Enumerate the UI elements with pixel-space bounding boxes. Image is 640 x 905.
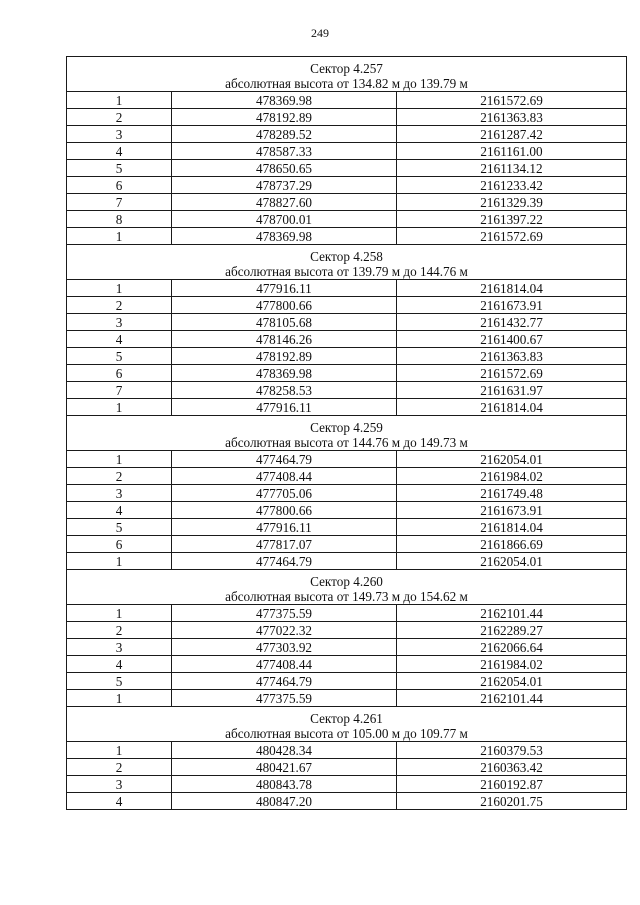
y-coordinate-cell: 2161814.04	[397, 399, 627, 416]
x-coordinate-cell: 480428.34	[172, 742, 397, 759]
y-coordinate-cell: 2161749.48	[397, 485, 627, 502]
sector-altitude-range: абсолютная высота от 144.76 м до 149.73 м	[225, 435, 468, 450]
sector-header-row	[67, 57, 627, 92]
table-row	[67, 92, 627, 109]
point-number-cell: 6	[67, 177, 172, 194]
x-coordinate-cell: 477464.79	[172, 451, 397, 468]
table-row	[67, 126, 627, 143]
y-coordinate-cell: 2161134.12	[397, 160, 627, 177]
y-coordinate-cell: 2162289.27	[397, 622, 627, 639]
x-coordinate-cell: 478587.33	[172, 143, 397, 160]
x-coordinate-cell: 478827.60	[172, 194, 397, 211]
table-row	[67, 228, 627, 245]
point-number-cell: 6	[67, 536, 172, 553]
sector-header-row	[67, 707, 627, 742]
y-coordinate-cell: 2160201.75	[397, 793, 627, 810]
table-row	[67, 605, 627, 622]
sector-header-cell	[67, 707, 627, 742]
x-coordinate-cell: 478289.52	[172, 126, 397, 143]
sector-header-cell	[67, 57, 627, 92]
y-coordinate-cell: 2162066.64	[397, 639, 627, 656]
table-row	[67, 160, 627, 177]
x-coordinate-cell: 478192.89	[172, 348, 397, 365]
table-row	[67, 399, 627, 416]
x-coordinate-cell: 477916.11	[172, 519, 397, 536]
x-coordinate-cell: 478146.26	[172, 331, 397, 348]
table-row	[67, 656, 627, 673]
x-coordinate-cell: 478369.98	[172, 365, 397, 382]
x-coordinate-cell: 477916.11	[172, 399, 397, 416]
point-number-cell: 3	[67, 314, 172, 331]
y-coordinate-cell: 2161400.67	[397, 331, 627, 348]
table-row	[67, 536, 627, 553]
point-number-cell: 2	[67, 468, 172, 485]
y-coordinate-cell: 2161432.77	[397, 314, 627, 331]
table-row	[67, 194, 627, 211]
y-coordinate-cell: 2162054.01	[397, 553, 627, 570]
point-number-cell: 5	[67, 673, 172, 690]
x-coordinate-cell: 477408.44	[172, 468, 397, 485]
x-coordinate-cell: 477375.59	[172, 690, 397, 707]
sector-title: Сектор 4.258	[310, 249, 383, 264]
point-number-cell: 4	[67, 656, 172, 673]
table-row	[67, 519, 627, 536]
sector-header-row	[67, 570, 627, 605]
point-number-cell: 2	[67, 109, 172, 126]
x-coordinate-cell: 477800.66	[172, 297, 397, 314]
y-coordinate-cell: 2161866.69	[397, 536, 627, 553]
y-coordinate-cell: 2160192.87	[397, 776, 627, 793]
x-coordinate-cell: 477705.06	[172, 485, 397, 502]
y-coordinate-cell: 2161984.02	[397, 656, 627, 673]
point-number-cell: 5	[67, 348, 172, 365]
coordinates-table-body	[67, 57, 627, 810]
table-row	[67, 673, 627, 690]
point-number-cell: 5	[67, 519, 172, 536]
sector-title: Сектор 4.260	[310, 574, 383, 589]
x-coordinate-cell: 477464.79	[172, 553, 397, 570]
y-coordinate-cell: 2162054.01	[397, 451, 627, 468]
x-coordinate-cell: 477800.66	[172, 502, 397, 519]
sector-altitude-range: абсолютная высота от 139.79 м до 144.76 м	[225, 264, 468, 279]
table-row	[67, 776, 627, 793]
sector-header-row	[67, 416, 627, 451]
y-coordinate-cell: 2160379.53	[397, 742, 627, 759]
x-coordinate-cell: 478192.89	[172, 109, 397, 126]
sector-altitude-range: абсолютная высота от 134.82 м до 139.79 м	[225, 76, 468, 91]
x-coordinate-cell: 477817.07	[172, 536, 397, 553]
y-coordinate-cell: 2162101.44	[397, 605, 627, 622]
point-number-cell: 4	[67, 143, 172, 160]
x-coordinate-cell: 480421.67	[172, 759, 397, 776]
point-number-cell: 4	[67, 793, 172, 810]
point-number-cell: 2	[67, 759, 172, 776]
y-coordinate-cell: 2161287.42	[397, 126, 627, 143]
x-coordinate-cell: 478369.98	[172, 92, 397, 109]
sector-altitude-range: абсолютная высота от 105.00 м до 109.77 м	[225, 726, 468, 741]
point-number-cell: 1	[67, 399, 172, 416]
table-row	[67, 280, 627, 297]
page-number: 249	[311, 26, 329, 40]
x-coordinate-cell: 478369.98	[172, 228, 397, 245]
point-number-cell: 3	[67, 126, 172, 143]
table-row	[67, 314, 627, 331]
y-coordinate-cell: 2161363.83	[397, 109, 627, 126]
x-coordinate-cell: 478700.01	[172, 211, 397, 228]
table-row	[67, 382, 627, 399]
point-number-cell: 1	[67, 690, 172, 707]
point-number-cell: 3	[67, 776, 172, 793]
table-row	[67, 143, 627, 160]
sector-title: Сектор 4.261	[310, 711, 383, 726]
point-number-cell: 1	[67, 605, 172, 622]
point-number-cell: 7	[67, 194, 172, 211]
coordinates-table	[66, 56, 627, 810]
point-number-cell: 1	[67, 553, 172, 570]
y-coordinate-cell: 2161814.04	[397, 280, 627, 297]
sector-header-cell	[67, 245, 627, 280]
table-row	[67, 468, 627, 485]
x-coordinate-cell: 478258.53	[172, 382, 397, 399]
table-row	[67, 485, 627, 502]
table-row	[67, 211, 627, 228]
table-row	[67, 297, 627, 314]
y-coordinate-cell: 2161161.00	[397, 143, 627, 160]
point-number-cell: 3	[67, 485, 172, 502]
sector-altitude-range: абсолютная высота от 149.73 м до 154.62 м	[225, 589, 468, 604]
x-coordinate-cell: 477022.32	[172, 622, 397, 639]
point-number-cell: 1	[67, 742, 172, 759]
table-row	[67, 331, 627, 348]
x-coordinate-cell: 478650.65	[172, 160, 397, 177]
y-coordinate-cell: 2162101.44	[397, 690, 627, 707]
x-coordinate-cell: 477408.44	[172, 656, 397, 673]
y-coordinate-cell: 2161673.91	[397, 297, 627, 314]
x-coordinate-cell: 477464.79	[172, 673, 397, 690]
point-number-cell: 3	[67, 639, 172, 656]
y-coordinate-cell: 2161984.02	[397, 468, 627, 485]
x-coordinate-cell: 477303.92	[172, 639, 397, 656]
point-number-cell: 5	[67, 160, 172, 177]
point-number-cell: 7	[67, 382, 172, 399]
point-number-cell: 6	[67, 365, 172, 382]
y-coordinate-cell: 2161814.04	[397, 519, 627, 536]
point-number-cell: 1	[67, 280, 172, 297]
point-number-cell: 2	[67, 297, 172, 314]
y-coordinate-cell: 2161673.91	[397, 502, 627, 519]
table-row	[67, 690, 627, 707]
sector-header-cell	[67, 416, 627, 451]
point-number-cell: 1	[67, 228, 172, 245]
x-coordinate-cell: 480843.78	[172, 776, 397, 793]
x-coordinate-cell: 477375.59	[172, 605, 397, 622]
x-coordinate-cell: 477916.11	[172, 280, 397, 297]
table-row	[67, 553, 627, 570]
table-row	[67, 639, 627, 656]
point-number-cell: 1	[67, 451, 172, 468]
y-coordinate-cell: 2161631.97	[397, 382, 627, 399]
y-coordinate-cell: 2161572.69	[397, 228, 627, 245]
table-row	[67, 759, 627, 776]
table-row	[67, 109, 627, 126]
table-row	[67, 348, 627, 365]
x-coordinate-cell: 478737.29	[172, 177, 397, 194]
point-number-cell: 4	[67, 502, 172, 519]
table-row	[67, 177, 627, 194]
y-coordinate-cell: 2161329.39	[397, 194, 627, 211]
sector-header-row	[67, 245, 627, 280]
sector-title: Сектор 4.259	[310, 420, 383, 435]
y-coordinate-cell: 2161363.83	[397, 348, 627, 365]
point-number-cell: 2	[67, 622, 172, 639]
y-coordinate-cell: 2161572.69	[397, 365, 627, 382]
table-row	[67, 622, 627, 639]
table-row	[67, 502, 627, 519]
table-row	[67, 365, 627, 382]
x-coordinate-cell: 478105.68	[172, 314, 397, 331]
x-coordinate-cell: 480847.20	[172, 793, 397, 810]
point-number-cell: 8	[67, 211, 172, 228]
sector-header-cell	[67, 570, 627, 605]
table-row	[67, 451, 627, 468]
point-number-cell: 4	[67, 331, 172, 348]
y-coordinate-cell: 2161233.42	[397, 177, 627, 194]
point-number-cell: 1	[67, 92, 172, 109]
y-coordinate-cell: 2161397.22	[397, 211, 627, 228]
y-coordinate-cell: 2161572.69	[397, 92, 627, 109]
table-row	[67, 742, 627, 759]
sector-title: Сектор 4.257	[310, 61, 383, 76]
table-row	[67, 793, 627, 810]
y-coordinate-cell: 2162054.01	[397, 673, 627, 690]
y-coordinate-cell: 2160363.42	[397, 759, 627, 776]
